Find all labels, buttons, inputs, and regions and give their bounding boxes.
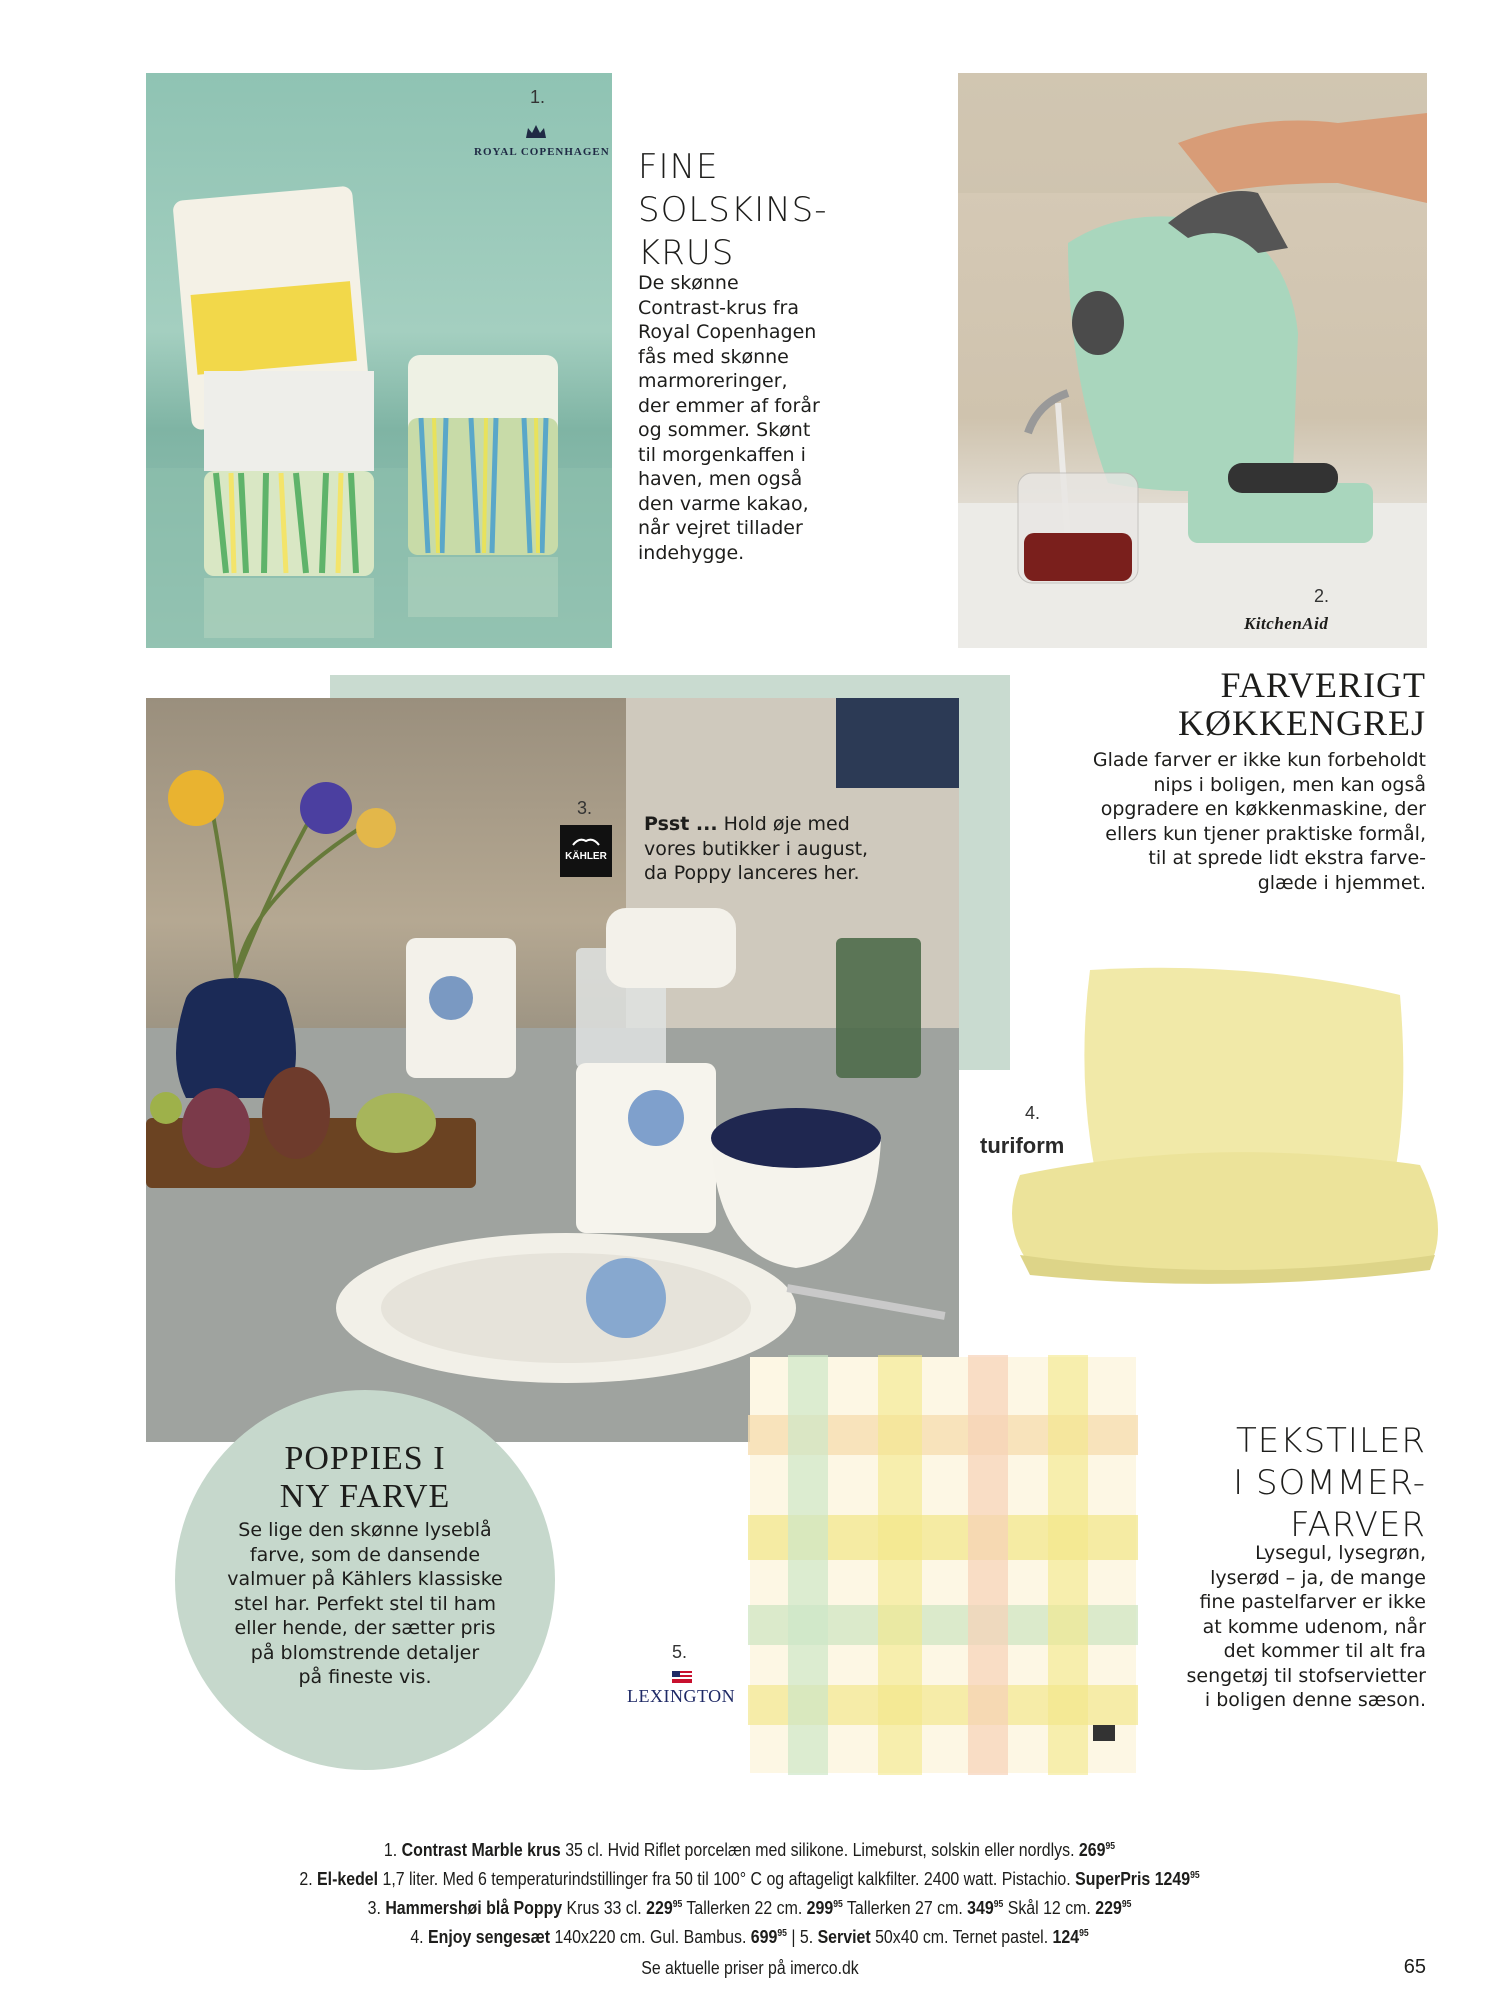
brand4-number: 4. [1025, 1103, 1041, 1123]
product-name: Serviet [817, 1926, 871, 1948]
section1-body-line: Royal Copenhagen [638, 321, 817, 343]
section2-body-line: til at sprede lidt ekstra farve- [1148, 847, 1426, 869]
duvet-illustration [990, 965, 1450, 1295]
lexington-logo: LEXINGTON [627, 1686, 736, 1706]
section3-body-line: eller hende, der sætter pris [234, 1617, 496, 1639]
superpris-label: SuperPris [1075, 1868, 1151, 1890]
section3-title-line1: POPPIES I [284, 1440, 446, 1477]
psst-line2: vores butikker i august, [644, 837, 869, 860]
price-cents: 95 [1121, 1899, 1132, 1911]
lexington-flag-icon [672, 1668, 692, 1680]
price-line-number: 4. [410, 1926, 429, 1948]
section4-body-line: at komme udenom, når [1202, 1615, 1426, 1638]
product-price: 269 [1078, 1839, 1106, 1861]
section4-title [1233, 1420, 1426, 1546]
section1-body-line: til morgenkaffen i [638, 443, 806, 466]
section1-body-line: De skønne [638, 272, 739, 294]
price-line-3 [191, 1892, 1308, 1921]
section4-body-line: Lysegul, lysegrøn, [1255, 1542, 1426, 1564]
price-separator: | 5. [786, 1926, 818, 1948]
mugs-illustration [146, 73, 612, 648]
section4-body-line: lyserød – ja, de mange [1210, 1566, 1426, 1589]
price-cents: 95 [1079, 1928, 1089, 1940]
kahler-logo [560, 825, 612, 877]
photo-napkin [748, 1355, 1138, 1775]
page-number: 65 [1403, 1956, 1426, 1978]
section2-body-line: nips i boligen, men kan også [1153, 773, 1426, 796]
section2-body-line: glæde i hjemmet. [1257, 871, 1426, 894]
section1-title [638, 146, 827, 275]
section3-body-line: på fineste vis. [298, 1666, 432, 1688]
section3-body-line: valmuer på Kählers klassiske [227, 1568, 503, 1590]
product-description: Skål 12 cm. [1003, 1897, 1096, 1919]
brand2-number: 2. [1314, 586, 1330, 606]
product-name: Enjoy sengesæt [428, 1926, 551, 1948]
brand1-number: 1. [530, 87, 546, 107]
section3-title-line2: NY FARVE [279, 1478, 451, 1515]
price-line-number: 1. [383, 1839, 402, 1861]
kahler-logo-text: KÄHLER [565, 851, 607, 862]
section1-body-line: Contrast-krus fra [638, 296, 799, 319]
section2-title-line2: KØKKENGREJ [1178, 703, 1426, 743]
product-price: 299 [806, 1897, 834, 1919]
section1-body-line: når vejret tillader [638, 517, 803, 539]
product-price: 349 [967, 1897, 994, 1919]
price-list [100, 1834, 1399, 1951]
price-line-number: 2. [299, 1868, 318, 1890]
price-cents: 95 [993, 1899, 1004, 1911]
product-description: 35 cl. Hvid Riflet porcelæn med silikone. Limeburst, solskin eller nordlys. [560, 1839, 1079, 1861]
photo-mugs [146, 73, 612, 648]
price-cents: 95 [1105, 1841, 1116, 1852]
section1-title-line3: KRUS [638, 233, 735, 273]
kitchenaid-logo: KitchenAid [1244, 614, 1329, 633]
product-description: Tallerken 27 cm. [842, 1897, 968, 1919]
product-name: El-kedel [317, 1868, 379, 1890]
section2-body-line: opgradere en køkkenmaskine, der [1100, 798, 1426, 820]
section1-body [638, 271, 820, 565]
napkin-illustration [748, 1355, 1138, 1775]
section4-body-line: fine pastelfarver er ikke [1199, 1591, 1426, 1613]
section4-title-line3: FARVER [1290, 1505, 1426, 1545]
product-name: Hammershøi blå Poppy [385, 1897, 563, 1919]
section4-body-line: i boligen denne sæson. [1204, 1689, 1426, 1711]
section1-title-line1: FINE [638, 147, 719, 187]
section3-body-line: Se lige den skønne lyseblå [238, 1519, 492, 1541]
section4-title-line2: I SOMMER- [1233, 1463, 1426, 1503]
section2-title-line1: FARVERIGT [1220, 665, 1426, 705]
product-price: 124 [1052, 1926, 1080, 1948]
section1-body-line: den varme kakao, [638, 492, 809, 515]
tableware-illustration [146, 698, 959, 1442]
product-price: 229 [646, 1897, 673, 1919]
price-cents: 95 [833, 1899, 843, 1911]
product-description: Krus 33 cl. [562, 1897, 647, 1919]
price-cents: 95 [672, 1899, 683, 1911]
photo-kettle [958, 73, 1427, 648]
turiform-logo: turiform [980, 1133, 1065, 1158]
royal-copenhagen-logo: ROYAL COPENHAGEN [474, 146, 610, 158]
product-price: 699 [750, 1926, 778, 1948]
product-price: 1249 [1150, 1868, 1191, 1890]
kettle-illustration [958, 73, 1427, 648]
psst-line1: Hold øje med [717, 813, 850, 835]
price-line-4 [191, 1921, 1308, 1950]
product-price: 229 [1095, 1897, 1122, 1919]
brand3-number: 3. [577, 798, 593, 818]
product-description: Tallerken 22 cm. [682, 1897, 807, 1919]
section1-body-line: indehygge. [638, 541, 745, 564]
psst-bold: Psst ... [644, 813, 718, 835]
section4-body-line: sengetøj til stofservietter [1186, 1664, 1426, 1687]
section3-body [175, 1518, 555, 1690]
section1-title-line2: SOLSKINS- [638, 190, 828, 230]
section4-body [1187, 1541, 1427, 1713]
price-cents: 95 [1190, 1870, 1200, 1882]
royal-copenhagen-crown-icon [524, 122, 548, 140]
psst-line3: da Poppy lanceres her. [644, 862, 860, 884]
product-description: 50x40 cm. Ternet pastel. [870, 1926, 1053, 1948]
product-name: Contrast Marble krus [401, 1839, 561, 1861]
section1-body-line: der emmer af forår [638, 394, 820, 417]
price-line-1 [191, 1834, 1308, 1863]
section3-body-line: farve, som de dansende [249, 1543, 481, 1566]
photo-duvet [990, 965, 1450, 1295]
product-description: 140x220 cm. Gul. Bambus. [550, 1926, 751, 1948]
section3-title [175, 1440, 555, 1516]
section2-title [1178, 666, 1426, 742]
photo-tableware [146, 698, 959, 1442]
section3-body-line: stel har. Perfekt stel til ham [234, 1592, 496, 1615]
product-description: 1,7 liter. Med 6 temperaturindstillinger fra 50 til 100° C og aftageligt kalkfilter. 2400 watt. Pistachio. [378, 1868, 1076, 1890]
footer-link-text[interactable]: Se aktuelle priser på imerco.dk [641, 1958, 859, 1978]
section1-body-line: og sommer. Skønt [638, 419, 811, 441]
section2-body-line: Glade farver er ikke kun forbeholdt [1092, 749, 1426, 771]
section4-title-line1: TEKSTILER [1236, 1421, 1426, 1461]
price-line-number: 3. [367, 1897, 386, 1919]
section3-body-line: på blomstrende detaljer [250, 1641, 480, 1664]
section4-body-line: det kommer til alt fra [1223, 1640, 1426, 1662]
price-cents: 95 [777, 1928, 787, 1940]
section2-body-line: ellers kun tjener praktiske formål, [1105, 822, 1426, 845]
section1-body-line: fås med skønne [638, 345, 789, 368]
kahler-icon [571, 835, 601, 847]
section1-body-line: haven, men også [638, 468, 803, 490]
section2-body [1093, 748, 1426, 895]
price-line-2 [191, 1863, 1308, 1892]
section1-body-line: marmoreringer, [638, 370, 788, 392]
brand5-number: 5. [672, 1642, 688, 1662]
psst-note [644, 812, 868, 886]
